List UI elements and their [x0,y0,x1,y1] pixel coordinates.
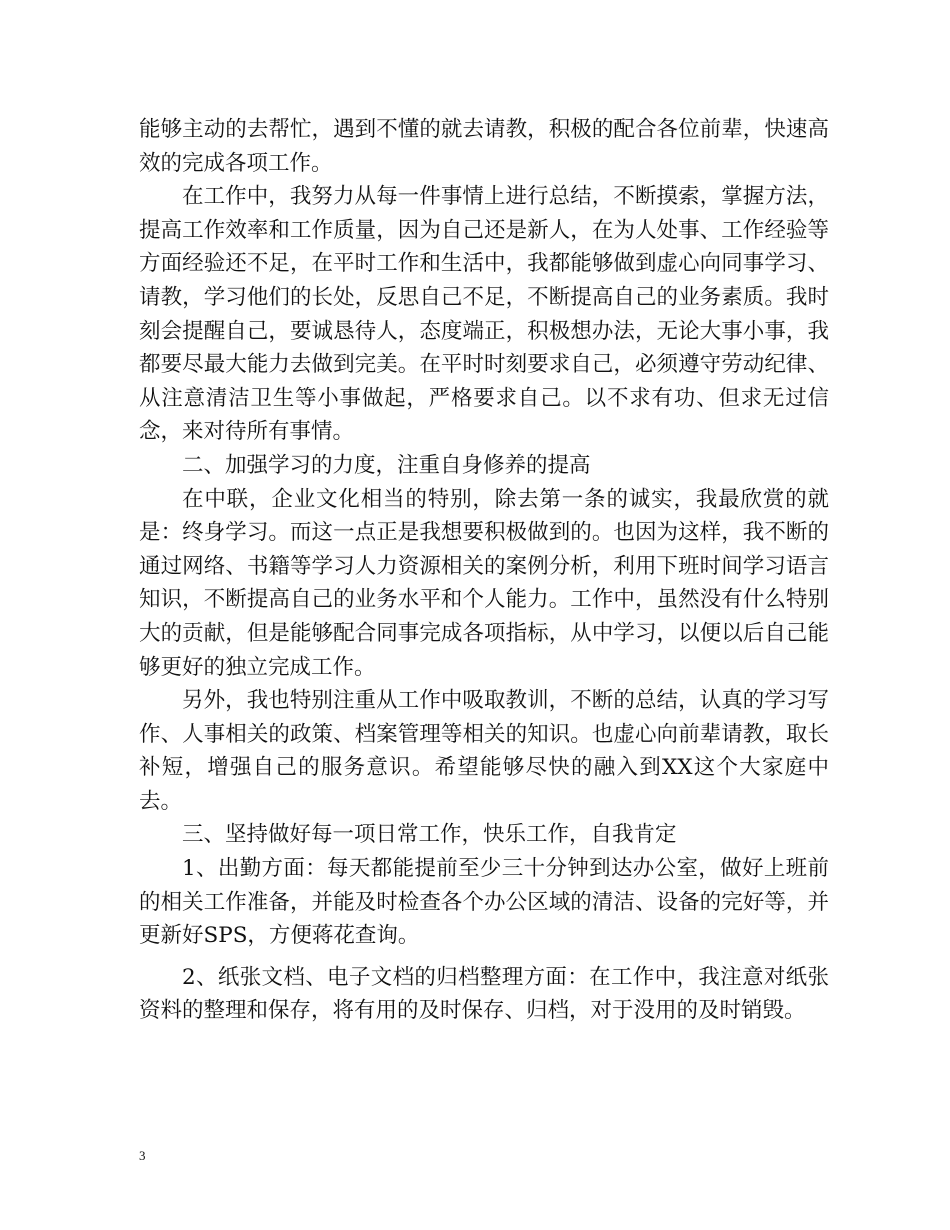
paragraph-continuation: 能够主动的去帮忙，遇到不懂的就去请教，积极的配合各位前辈，快速高效的完成各项工作。 [139,117,829,176]
paragraph-lessons: 另外，我也特别注重从工作中吸取教训，不断的总结，认真的学习写作、人事相关的政策、档案管理等相关的知识。也虚心向前辈请教，取长补短，增强自己的服务意识。希望能够尽快的融入到XX这个大家庭中去。 [139,688,829,814]
section-heading-daily-work: 三、坚持做好每一项日常工作，快乐工作，自我肯定 [182,822,677,848]
paragraph-attendance: 1、出勤方面：每天都能提前至少三十分钟到达办公室，做好上班前的相关工作准备，并能及时检查各个办公区域的清洁、设备的完好等，并更新好SPS，方便蒋花查询。 [139,856,829,949]
section-heading-learning: 二、加强学习的力度，注重自身修养的提高 [182,452,591,478]
paragraph-work-summary: 在工作中，我努力从每一件事情上进行总结，不断摸索，掌握方法，提高工作效率和工作质量，因为自己还是新人，在为人处事、工作经验等方面经验还不足，在平时工作和生活中，我都能够做到虚心向同事学习、请教，学习他们的长处，反思自己不足，不断提高自己的业务素质。我时刻会提醒自己，要诚恳待人，态度端正，积极想办法，无论大事小事，我都要尽最大能力去做到完美。在平时时刻要求自己，必须遵守劳动纪律、从注意清洁卫生等小事做起，严格要求自己。以不求有功、但求无过信念，来对待所有事情。 [139,184,829,445]
document-body [139,113,829,1028]
paragraph-company-culture: 在中联，企业文化相当的特别，除去第一条的诚实，我最欣赏的就是：终身学习。而这一点正是我想要积极做到的。也因为这样，我不断的通过网络、书籍等学习人力资源相关的案例分析，利用下班时间学习语言知识，不断提高自己的业务水平和个人能力。工作中，虽然没有什么特别大的贡献，但是能够配合同事完成各项指标，从中学习，以便以后自己能够更好的独立完成工作。 [139,486,829,680]
paragraph-archiving: 2、纸张文档、电子文档的归档整理方面：在工作中，我注意对纸张资料的整理和保存，将有用的及时保存、归档，对于没用的及时销毁。 [139,964,829,1024]
page-number: 3 [139,1148,146,1163]
